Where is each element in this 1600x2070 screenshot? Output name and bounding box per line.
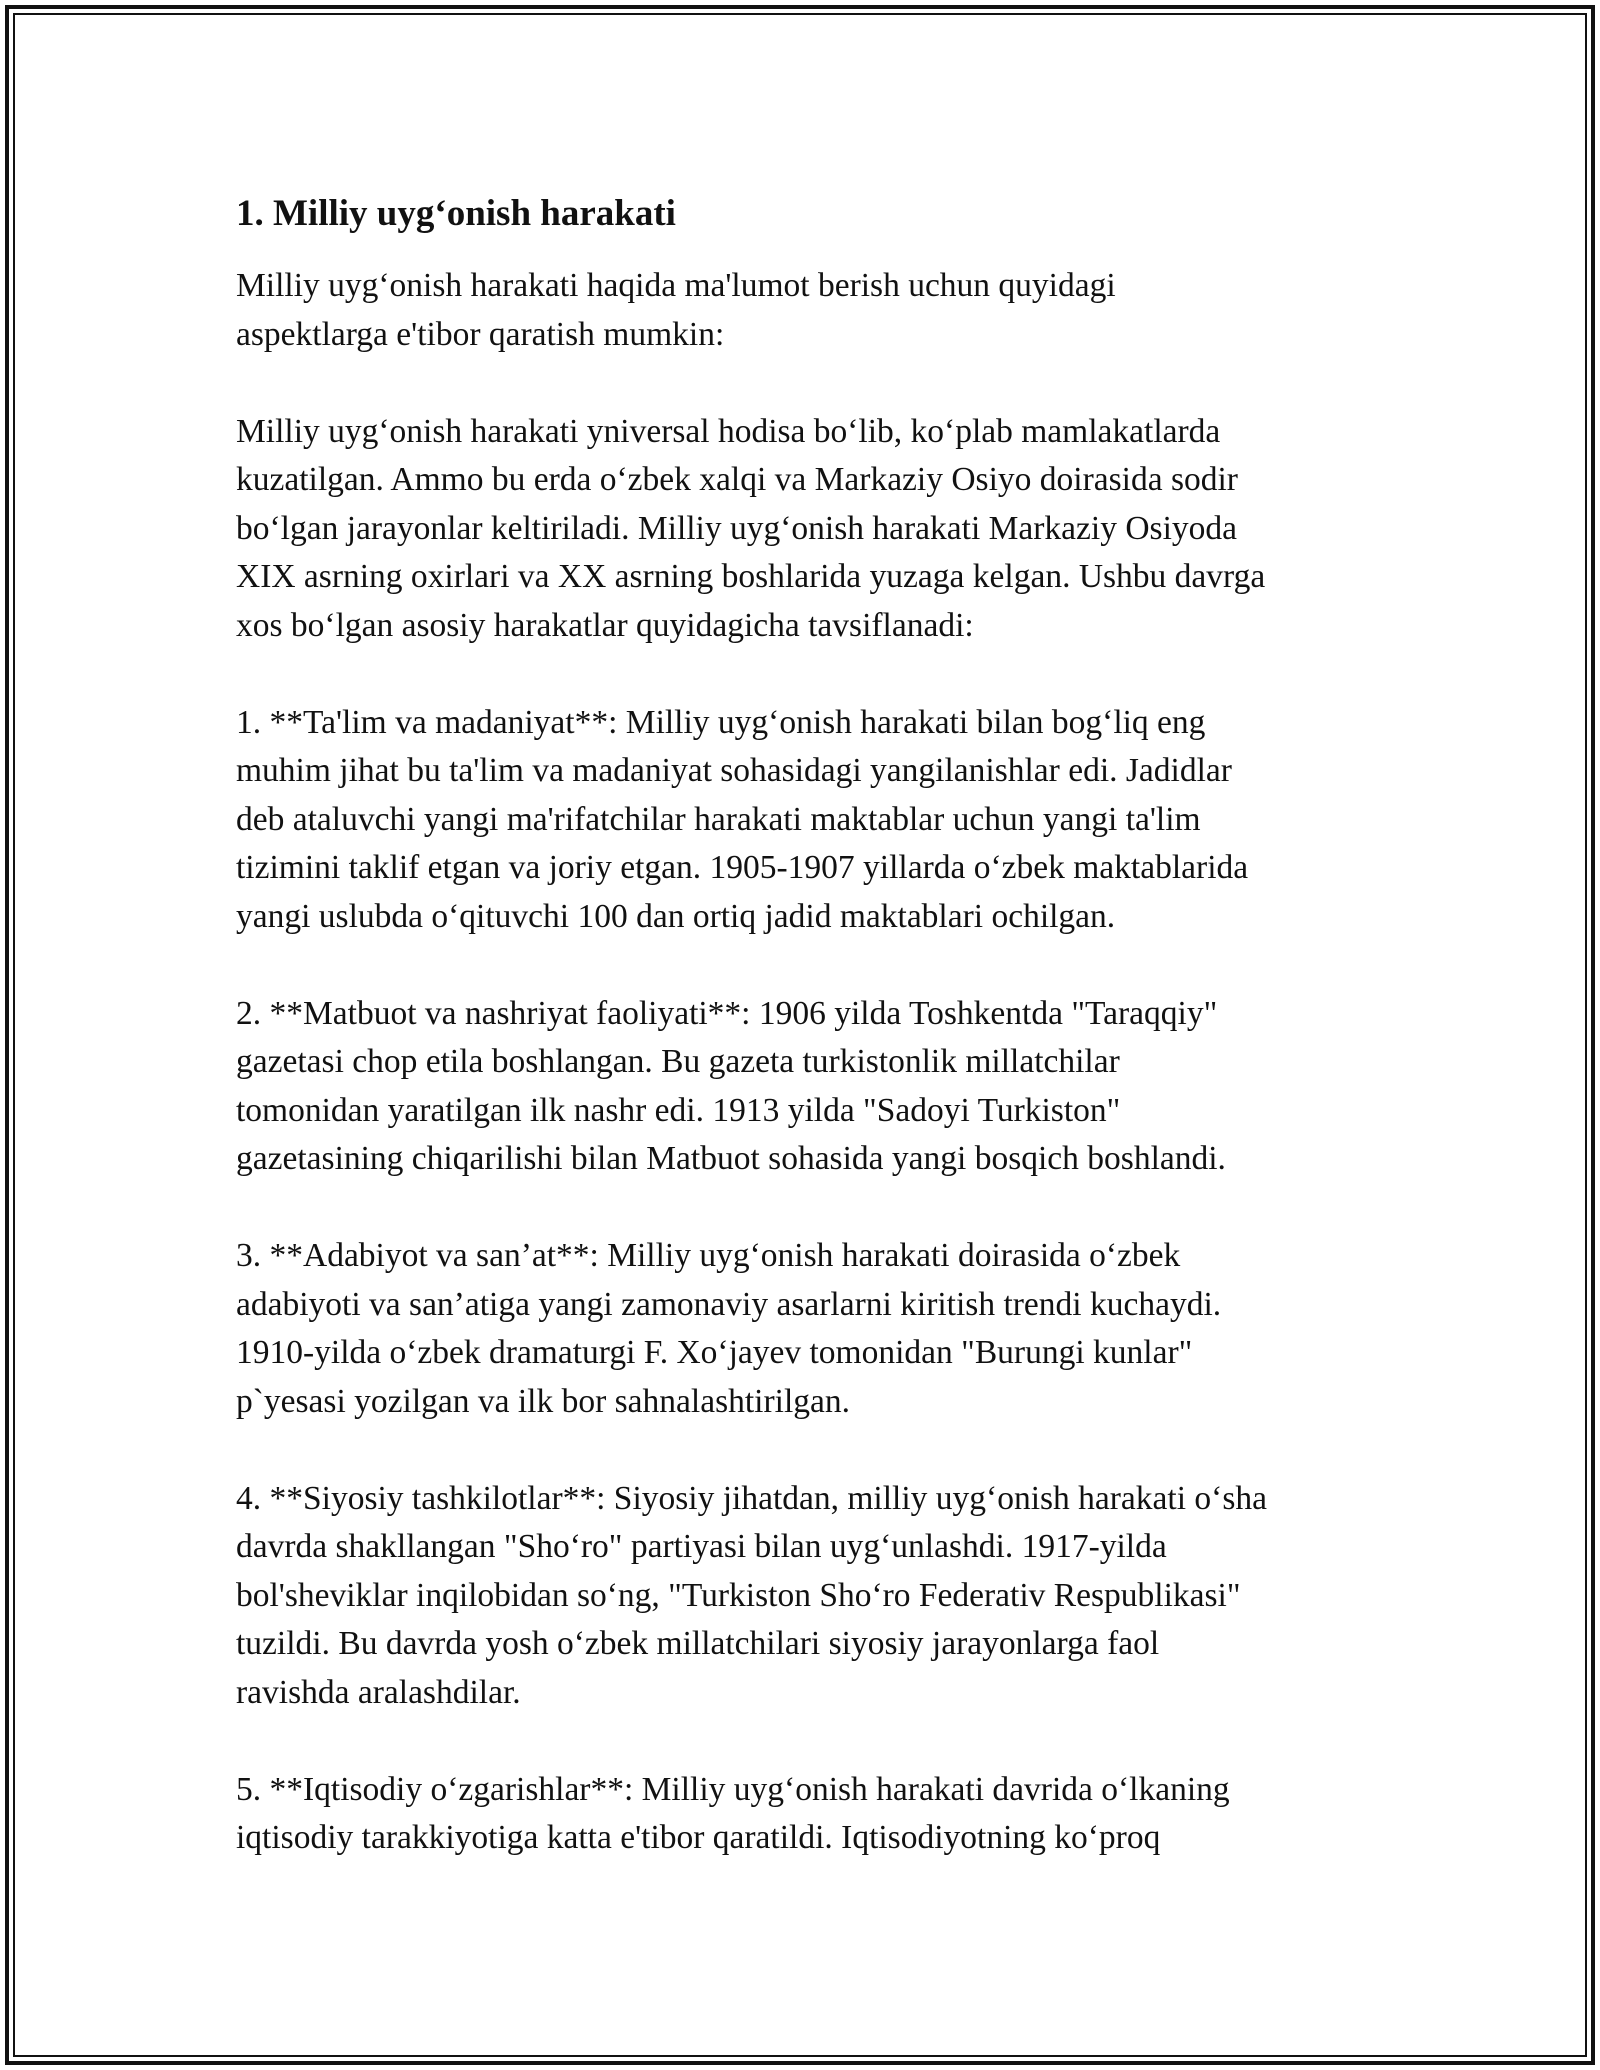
context-paragraph: Milliy uyg‘onish harakati yniversal hodisa bo‘lib, ko‘plab mamlakatlarda kuzatilgan. Ammo bu erda o‘zbek xalqi va Markaziy Osiyo doirasida sodir bo‘lgan jarayonlar keltiriladi. Milliy uyg‘onish harakati Markaziy Osiyoda XIX asrning oxirlari va XX asrning boshlarida yuzaga kelgan. Ushbu davrga xos bo‘lgan asosiy harakatlar quyidagicha tavsiflanadi: — [236, 412, 1266, 644]
list-item-political-organizations: 4. **Siyosiy tashkilotlar**: Siyosiy jihatdan, milliy uyg‘onish harakati o‘sha davrda shakllangan "Sho‘ro" partiyasi bilan uyg‘unlashdi. 1917-yilda bol'sheviklar inqilobidan so‘ng, "Turkiston Sho‘ro Federativ Respublikasi" tuzildi. Bu davrda yosh o‘zbek millatchilari siyosiy jarayonlarga faol ravishda aralashdilar. — [236, 1479, 1267, 1711]
intro-paragraph: Milliy uyg‘onish harakati haqida ma'lumot berish uchun quyidagi aspektlarga e'tibor qaratish mumkin: — [236, 267, 1116, 353]
list-item-press-publishing: 2. **Matbuot va nashriyat faoliyati**: 1906 yilda Toshkentda "Taraqqiy" gazetasi chop etila boshlangan. Bu gazeta turkistonlik millatchilar tomonidan yaratilgan ilk nashr edi. 1913 yilda "Sadoyi Turkiston" gazetasining chiqarilishi bilan Matbuot sohasida yangi bosqich boshlandi. — [236, 994, 1226, 1177]
document-body — [236, 186, 1376, 1863]
list-item-education-culture: 1. **Ta'lim va madaniyat**: Milliy uyg‘onish harakati bilan bog‘liq eng muhim jihat bu ta'lim va madaniyat sohasidagi yangilanishlar edi. Jadidlar deb ataluvchi yangi ma'rifatchilar harakati maktablar uchun yangi ta'lim tizimini taklif etgan va joriy etgan. 1905-1907 yillarda o‘zbek maktablarida yangi uslubda o‘qituvchi 100 dan ortiq jadid maktablari ochilgan. — [236, 703, 1249, 935]
document-title: 1. Milliy uyg‘onish harakati — [236, 193, 676, 234]
list-item-economic-changes: 5. **Iqtisodiy o‘zgarishlar**: Milliy uyg‘onish harakati davrida o‘lkaning iqtisodiy tarakkiyotiga katta e'tibor qaratildi. Iqtisodiyotning ko‘proq — [236, 1770, 1230, 1856]
list-item-literature-art: 3. **Adabiyot va san’at**: Milliy uyg‘onish harakati doirasida o‘zbek adabiyoti va san’atiga yangi zamonaviy asarlarni kiritish trendi kuchaydi. 1910-yilda o‘zbek dramaturgi F. Xo‘jayev tomonidan "Burungi kunlar" p`yesasi yozilgan va ilk bor sahnalashtirilgan. — [236, 1237, 1222, 1420]
